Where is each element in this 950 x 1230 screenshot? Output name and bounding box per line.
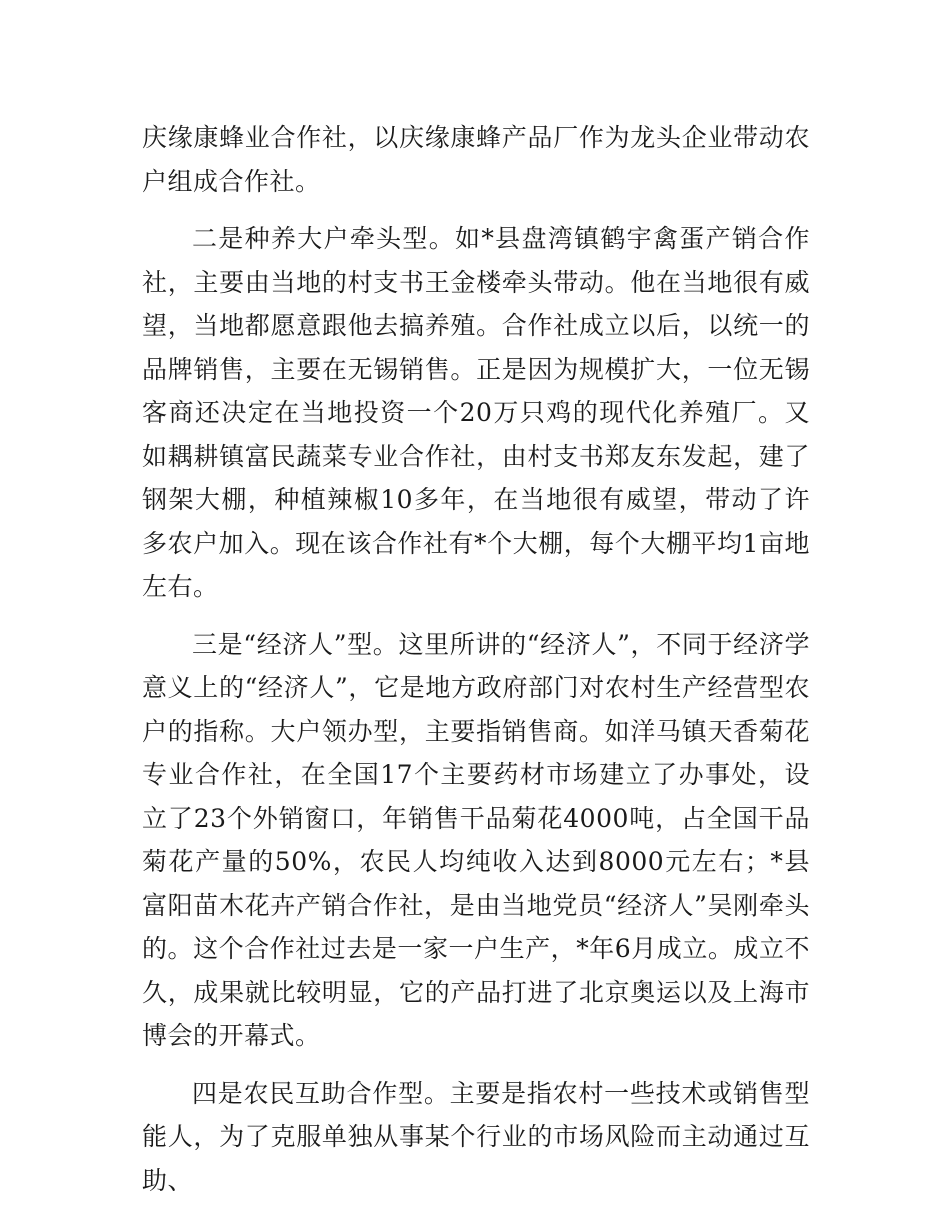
paragraph-type-four: 四是农民互助合作型。主要是指农村一些技术或销售型能人，为了克服单独从事某个行业的市场风险而主动通过互助、 [142, 1078, 810, 1195]
paragraph-type-three: 三是“经济人”型。这里所讲的“经济人”，不同于经济学意义上的“经济人”，它是地方政府部门对农村生产经营型农户的指称。大户领办型，主要指销售商。如洋马镇天香菊花专业合作社，在全国17个主要药材市场建立了办事处，设立了23个外销窗口，年销售干品菊花4000吨，占全国干品菊花产量的50%，农民人均纯收入达到8000元左右；*县富阳苗木花卉产销合作社，是由当地党员“经济人”吴刚牵头的。这个合作社过去是一家一户生产，*年6月成立。成立不久，成果就比较明显，它的产品打进了北京奥运以及上海市博会的开幕式。 [142, 629, 810, 1050]
paragraph-type-two: 二是种养大户牵头型。如*县盘湾镇鹤宇禽蛋产销合作社，主要由当地的村支书王金楼牵头带动。他在当地很有威望，当地都愿意跟他去搞养殖。合作社成立以后，以统一的品牌销售，主要在无锡销售。正是因为规模扩大，一位无锡客商还决定在当地投资一个20万只鸡的现代化养殖厂。又如耦耕镇富民蔬菜专业合作社，由村支书郑友东发起，建了钢架大棚，种植辣椒10多年，在当地很有威望，带动了许多农户加入。现在该合作社有*个大棚，每个大棚平均1亩地左右。 [142, 224, 810, 601]
paragraph-continuation: 庆缘康蜂业合作社，以庆缘康蜂产品厂作为龙头企业带动农户组成合作社。 [142, 123, 810, 196]
document-body [142, 116, 810, 1216]
